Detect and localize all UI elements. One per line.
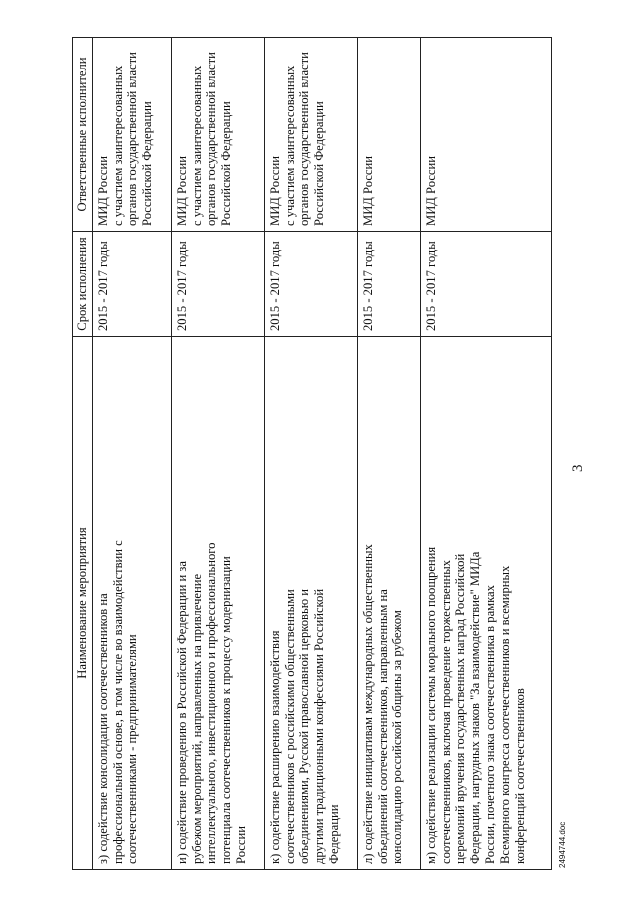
executors-cell bbox=[92, 38, 171, 232]
event-line: конференций соотечественников bbox=[512, 688, 527, 864]
executor-line: органов государственной власти bbox=[297, 52, 312, 226]
event-cell bbox=[171, 337, 264, 870]
event-line: профессиональной основе, в том числе во взаимодействии с bbox=[110, 540, 125, 864]
executor-line: с участием заинтересованных bbox=[189, 65, 204, 226]
event-line: объединений соотечественников, направленным на bbox=[375, 589, 390, 864]
executor-line: МИД России bbox=[174, 156, 189, 226]
page-number: 3 bbox=[570, 464, 586, 472]
executor-line: органов государственной власти bbox=[125, 52, 140, 226]
event-line: церемоний вручения государственных наград Российской bbox=[453, 553, 468, 864]
executor-line: Российской Федерации bbox=[312, 101, 327, 226]
header-event-name: Наименование мероприятия bbox=[73, 337, 93, 870]
event-line: Федерации bbox=[326, 804, 341, 864]
event-line: Федерации, нагрудных знаков "За взаимодействие" МИДа bbox=[468, 551, 483, 864]
term-cell: 2015 - 2017 годы bbox=[264, 232, 357, 337]
table-row bbox=[264, 38, 357, 870]
event-line: соотечественников с российскими общественными bbox=[282, 589, 297, 864]
executor-line: с участием заинтересованных bbox=[282, 65, 297, 226]
event-cell bbox=[92, 337, 171, 870]
event-line: соотечественников, включая проведение торжественных bbox=[438, 560, 453, 864]
executor-line: МИД России bbox=[423, 156, 438, 226]
event-line: рубежом мероприятий, направленных на привлечение bbox=[189, 573, 204, 864]
table-row bbox=[92, 38, 171, 870]
event-line: другими традиционными конфессиями Российской bbox=[312, 588, 327, 864]
rotated-page bbox=[60, 52, 620, 870]
event-line: консолидацию российской общины за рубежом bbox=[390, 610, 405, 864]
event-line: з) содействие консолидации соотечественников на bbox=[95, 593, 110, 864]
event-cell bbox=[357, 337, 420, 870]
term-cell: 2015 - 2017 годы bbox=[92, 232, 171, 337]
events-table bbox=[72, 37, 552, 870]
event-line: объединениями, Русской православной церковью и bbox=[297, 588, 312, 864]
event-line: интеллектуального, инвестиционного и профессионального bbox=[204, 542, 219, 864]
file-name-footer: 2494744.doc bbox=[558, 821, 567, 868]
executor-line: органов государственной власти bbox=[204, 52, 219, 226]
executor-line: МИД России bbox=[360, 156, 375, 226]
event-cell bbox=[420, 337, 551, 870]
table-row bbox=[171, 38, 264, 870]
event-line: л) содействие инициативам международных общественных bbox=[360, 544, 375, 864]
executors-cell bbox=[171, 38, 264, 232]
event-line: Всемирного конгресса соотечественников и всемирных bbox=[497, 565, 512, 864]
event-cell bbox=[264, 337, 357, 870]
event-line: соотечественниками - предпринимателями bbox=[125, 634, 140, 864]
executors-cell bbox=[264, 38, 357, 232]
executor-line: МИД России bbox=[95, 156, 110, 226]
header-term: Срок исполнения bbox=[73, 232, 93, 337]
executor-line: Российской Федерации bbox=[140, 101, 155, 226]
executor-line: с участием заинтересованных bbox=[110, 65, 125, 226]
executors-cell bbox=[357, 38, 420, 232]
executors-cell bbox=[420, 38, 551, 232]
event-line: м) содействие реализации системы морального поощрения bbox=[423, 546, 438, 864]
event-line: потенциала соотечественников к процессу модернизации bbox=[219, 556, 234, 864]
event-line: к) содействие расширению взаимодействия bbox=[267, 630, 282, 864]
term-cell: 2015 - 2017 годы bbox=[420, 232, 551, 337]
header-executors: Ответственные исполнители bbox=[73, 38, 93, 232]
event-line: и) содействие проведению в Российской Федерации и за bbox=[174, 561, 189, 864]
event-line: России, почетного знака соотечественника в рамках bbox=[482, 585, 497, 864]
executor-line: МИД России bbox=[267, 156, 282, 226]
table-header-row bbox=[73, 38, 93, 870]
executor-line: Российской Федерации bbox=[219, 101, 234, 226]
term-cell: 2015 - 2017 годы bbox=[171, 232, 264, 337]
term-cell: 2015 - 2017 годы bbox=[357, 232, 420, 337]
table-row bbox=[420, 38, 551, 870]
event-line: России bbox=[233, 826, 248, 864]
table-row bbox=[357, 38, 420, 870]
